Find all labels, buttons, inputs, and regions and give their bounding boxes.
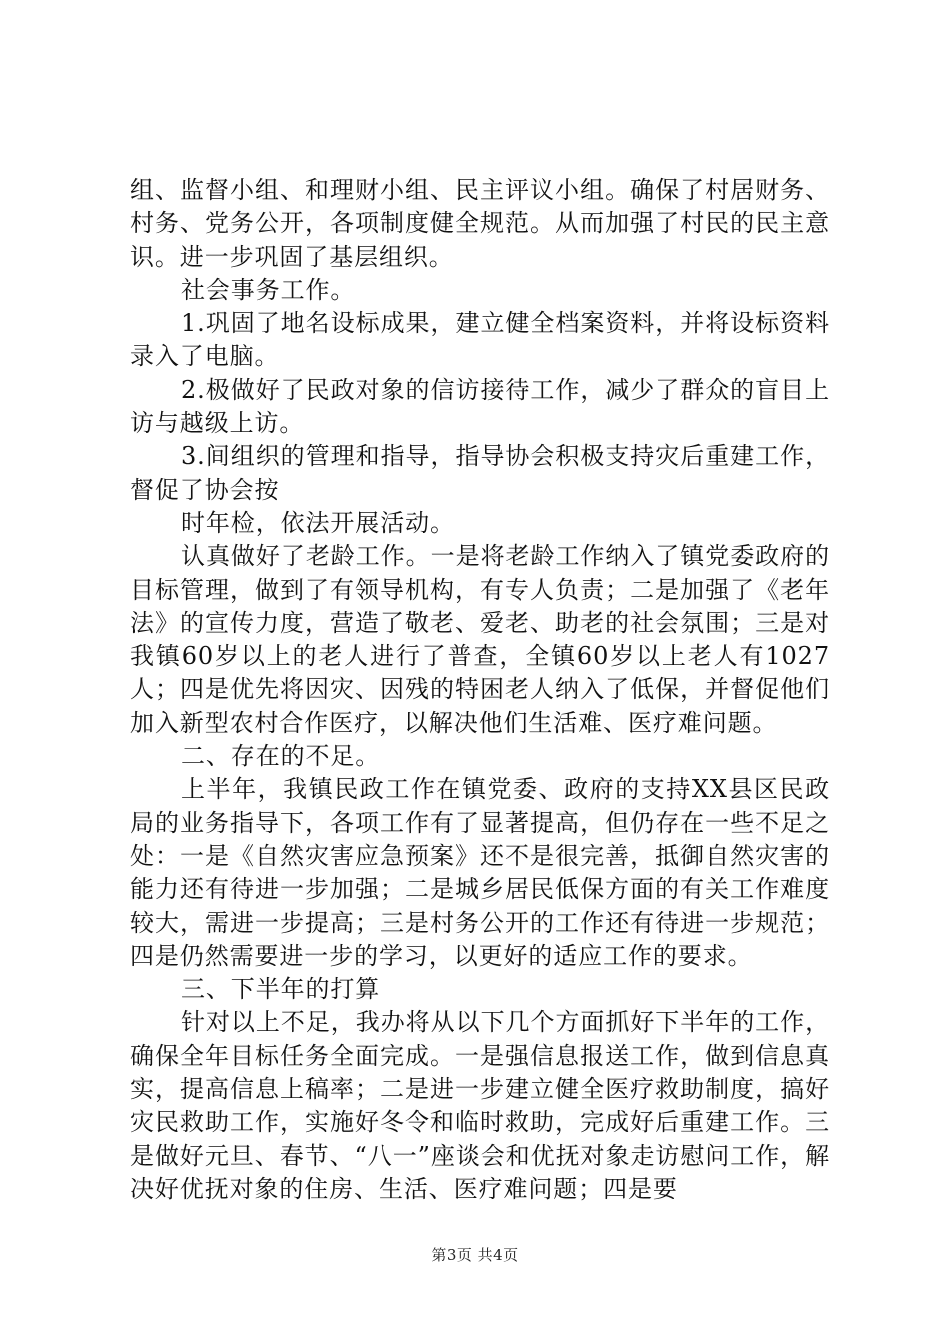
page-number-footer: 第3页 共4页 bbox=[431, 1246, 519, 1264]
paragraph-elderly-work: 认真做好了老龄工作。一是将老龄工作纳入了镇党委政府的目标管理，做到了有领导机构，有专人负责；二是加强了《老年法》的宣传力度，营造了敬老、爱老、助老的社会氛围；三是对我镇60岁以上的老人进行了普查，全镇60岁以上老人有1027人；四是优先将因灾、因残的特困老人纳入了低保，并督促他们加入新型农村合作医疗，以解决他们生活难、医疗难问题。 bbox=[130, 542, 830, 737]
paragraph-item-2-petitions: 2.极做好了民政对象的信访接待工作，减少了群众的盲目上访与越级上访。 bbox=[130, 375, 830, 438]
document-body bbox=[130, 174, 830, 1206]
paragraph-second-half-plan: 针对以上不足，我办将从以下几个方面抓好下半年的工作，确保全年目标任务全面完成。一是强信息报送工作，做到信息真实，提高信息上稿率；二是进一步建立健全医疗救助制度，搞好灾民救助工作，实施好冬令和临时救助，完成好后重建工作。三是做好元旦、春节、“八一”座谈会和优抚对象走访慰问工作，解决好优抚对象的住房、生活、医疗难问题；四是要 bbox=[130, 1008, 830, 1203]
paragraph-item-3-organizations: 3.间组织的管理和指导，指导协会积极支持灾后重建工作，督促了协会按 bbox=[130, 442, 830, 504]
paragraph-section-2-heading: 二、存在的不足。 bbox=[181, 742, 381, 771]
paragraph-item-1-place-names: 1.巩固了地名设标成果，建立健全档案资料，并将设标资料录入了电脑。 bbox=[130, 309, 830, 371]
paragraph-section-3-heading: 三、下半年的打算 bbox=[181, 975, 381, 1004]
paragraph-social-affairs-heading: 社会事务工作。 bbox=[181, 275, 356, 304]
paragraph-shortcomings: 上半年，我镇民政工作在镇党委、政府的支持XX县区民政局的业务指导下，各项工作有了显著提高，但仍存在一些不足之处：一是《自然灾害应急预案》还不是很完善，抵御自然灾害的能力还有待进一步加强；二是城乡居民低保方面的有关工作难度较大，需进一步提高；三是村务公开的工作还有待进一步规范；四是仍然需要进一步的学习，以更好的适应工作的要求。 bbox=[130, 775, 830, 970]
paragraph-item-3-continued: 时年检，依法开展活动。 bbox=[181, 508, 455, 537]
paragraph-committee-groups: 组、监督小组、和理财小组、民主评议小组。确保了村居财务、村务、党务公开，各项制度健全规范。从而加强了村民的民主意识。进一步巩固了基层组织。 bbox=[130, 176, 830, 271]
